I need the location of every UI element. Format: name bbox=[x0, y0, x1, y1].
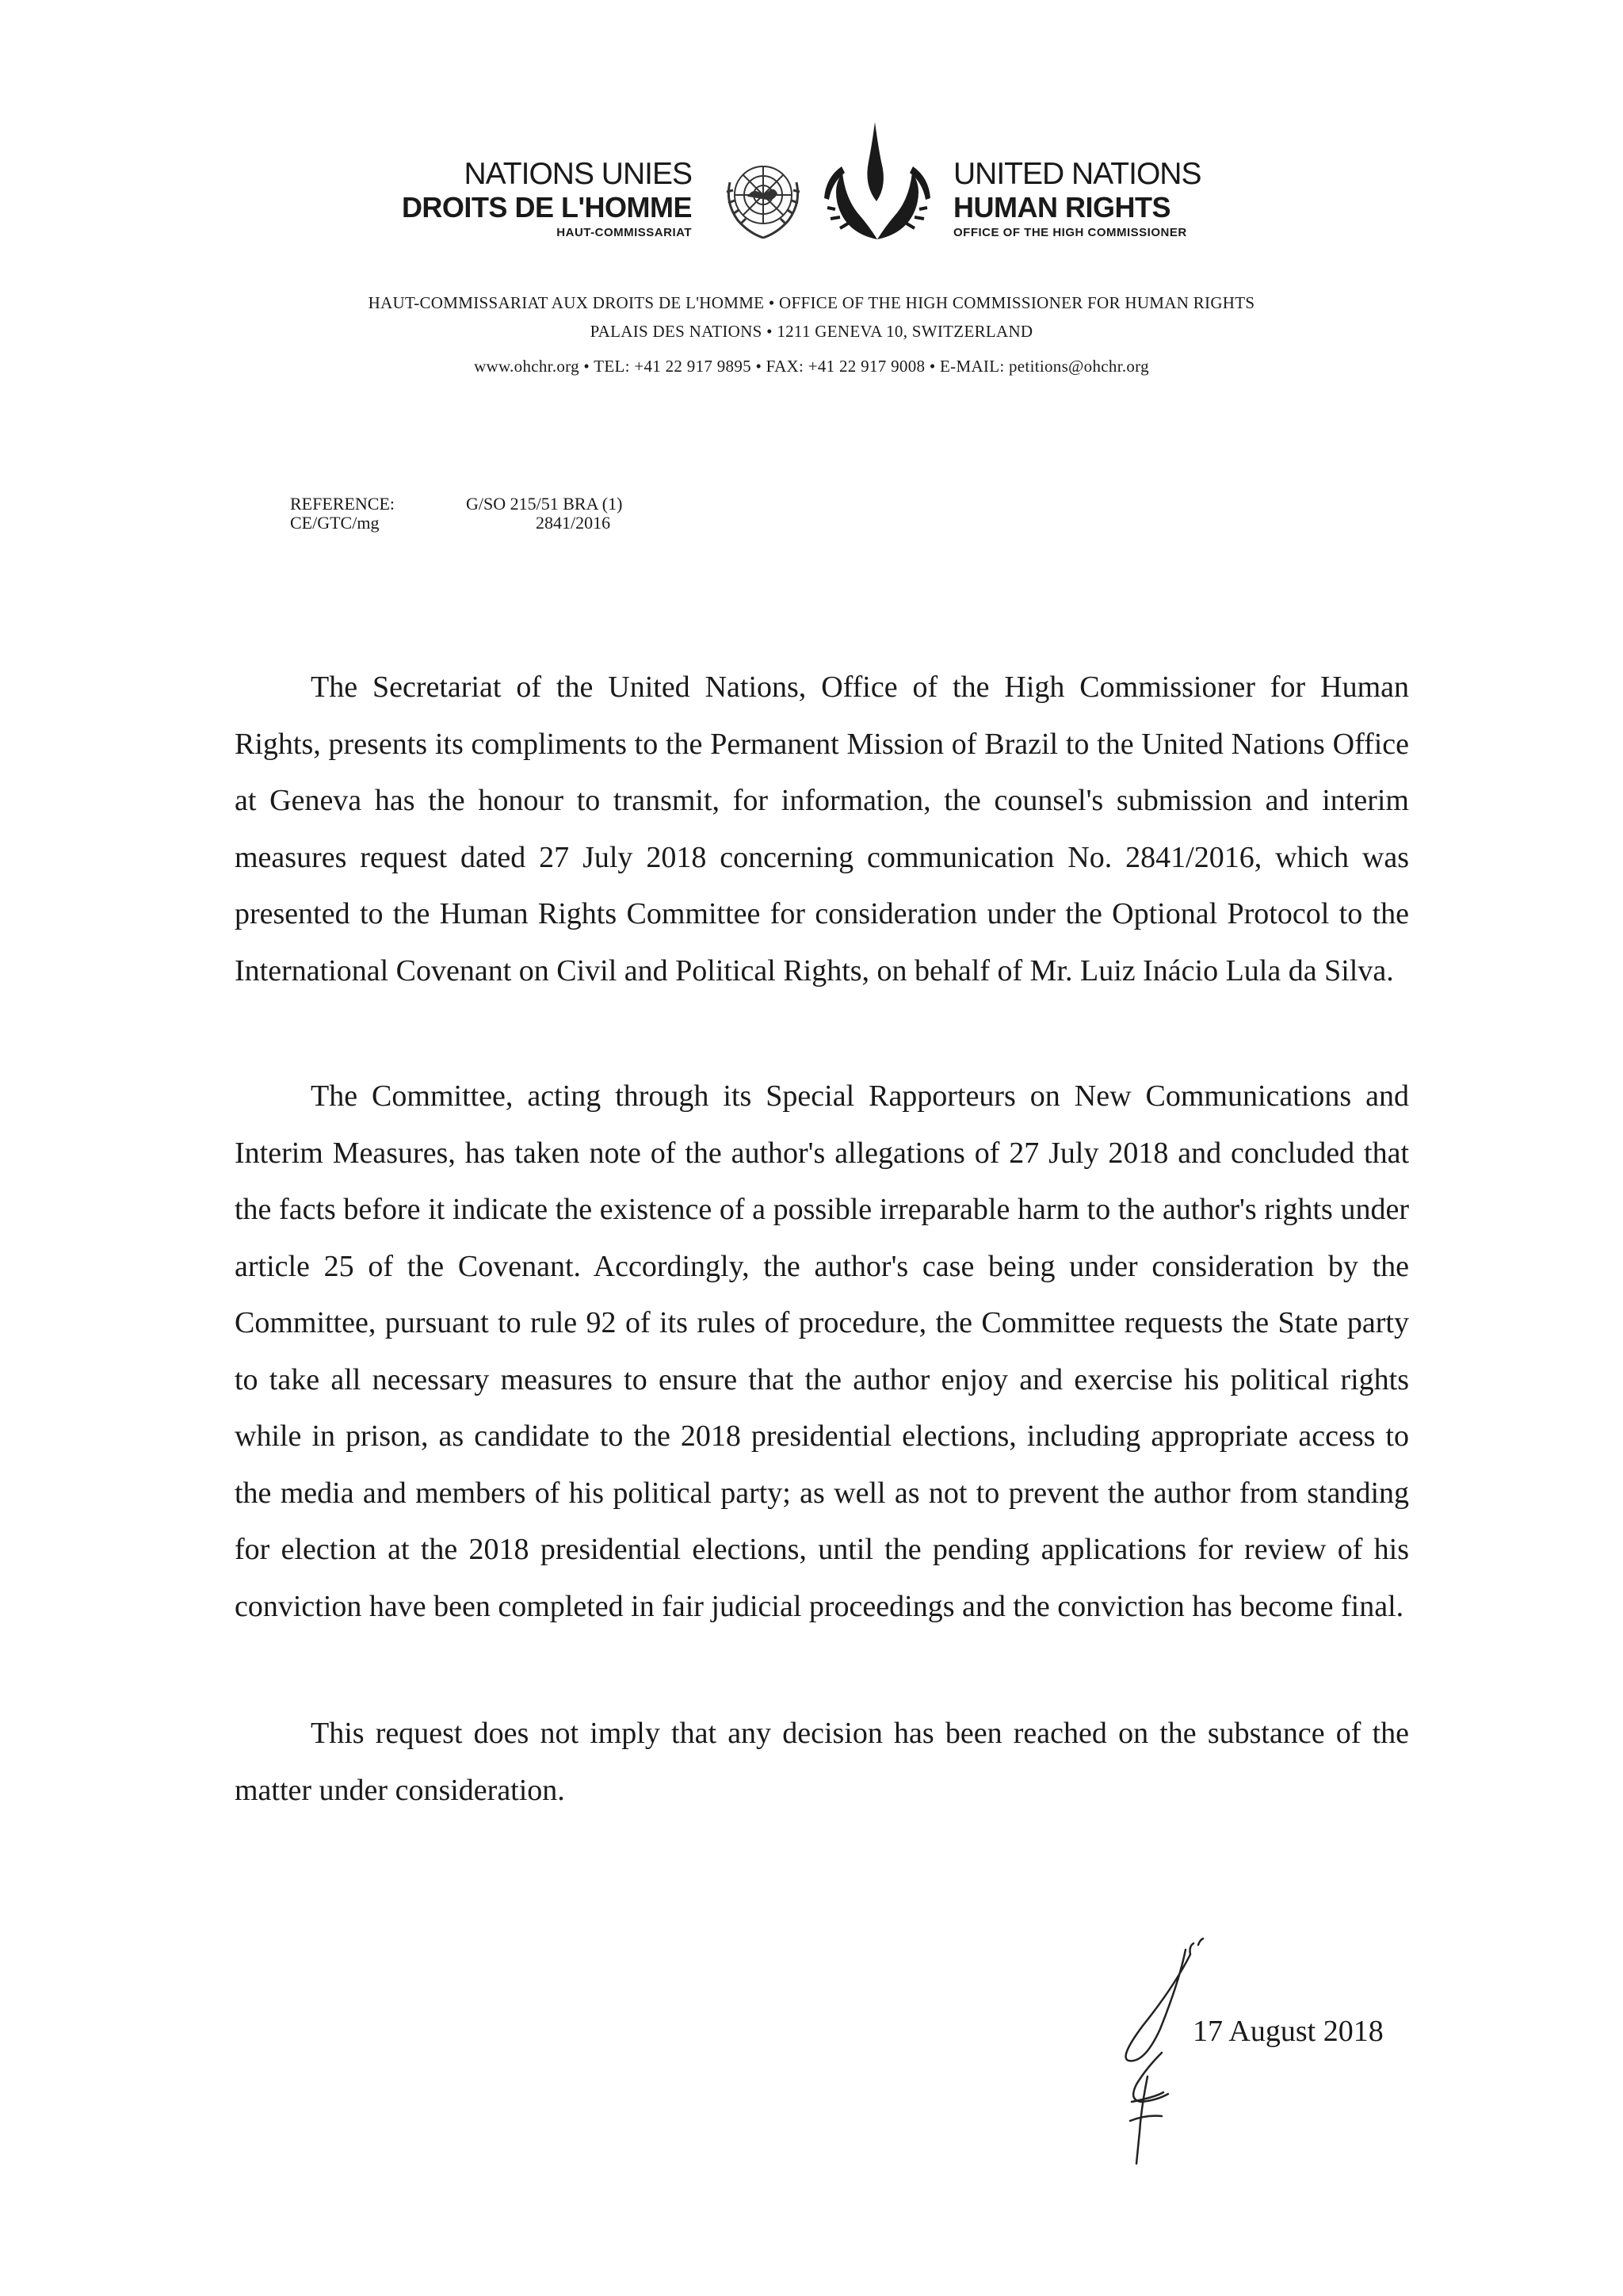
human-rights-emblem-icon bbox=[818, 120, 937, 247]
reference-label: REFERENCE: bbox=[290, 494, 395, 514]
letterhead-french-line2: DROITS DE L'HOMME bbox=[401, 191, 692, 223]
letterhead-english bbox=[953, 157, 1201, 243]
address-line3: www.ohchr.org • TEL: +41 22 917 9895 • FAX: +41 22 917 9008 • E-MAIL: petitions@ohchr.org bbox=[474, 357, 1149, 376]
signature-icon bbox=[1084, 1934, 1219, 2172]
reference-code: G/SO 215/51 BRA (1) bbox=[466, 494, 623, 514]
body-paragraph-1: The Secretariat of the United Nations, Office of the High Commissioner for Human Rights, presents its compliments to the Permanent Mission of Brazil to the United Nations Office at Geneva has the honour to transmit, for information, the counsel's submission and interim measures request dated 27 July 2018 concerning communication No. 2841/2016, which was presented to the Human Rights Committee for consideration under the Optional Protocol to the International Covenant on Civil and Political Rights, on behalf of Mr. Luiz Inácio Lula da Silva. bbox=[235, 670, 1409, 988]
letter-date: 17 August 2018 bbox=[1193, 2015, 1384, 2048]
address-line2: PALAIS DES NATIONS • 1211 GENEVA 10, SWITZERLAND bbox=[590, 322, 1033, 341]
letterhead-french-line1: NATIONS UNIES bbox=[464, 157, 692, 191]
reference-initials: CE/GTC/mg bbox=[290, 513, 380, 533]
letterhead-french bbox=[402, 157, 692, 243]
un-emblem-icon bbox=[716, 151, 811, 246]
letterhead-english-line3: OFFICE OF THE HIGH COMMISSIONER bbox=[953, 226, 1187, 239]
body-paragraph-2: The Committee, acting through its Special Rapporteurs on New Communications and Interim Measures, has taken note of the author's allegations of 27 July 2018 and concluded that the facts before it indicate the existence of a possible irreparable harm to the author's rights under article 25 of the Covenant. Accordingly, the author's case being under consideration by the Committee, pursuant to rule 92 of its rules of procedure, the Committee requests the State party to take all necessary measures to ensure that the author enjoy and exercise his political rights while in prison, as candidate to the 2018 presidential elections, including appropriate access to the media and members of his political party; as well as not to prevent the author from standing for election at the 2018 presidential elections, until the pending applications for review of his conviction have been completed in fair judicial proceedings and the conviction has become final. bbox=[235, 1079, 1409, 1623]
address-line1: HAUT-COMMISSARIAT AUX DROITS DE L'HOMME • OFFICE OF THE HIGH COMMISSIONER FOR HUMAN RIGHTS bbox=[368, 293, 1255, 312]
reference-communication-number: 2841/2016 bbox=[536, 513, 611, 533]
letterhead-english-line2: HUMAN RIGHTS bbox=[953, 191, 1170, 223]
letterhead-french-line3: HAUT-COMMISSARIAT bbox=[556, 226, 692, 239]
body-paragraph-3: This request does not imply that any decision has been reached on the substance of the matter under consideration. bbox=[235, 1717, 1409, 1807]
letterhead-english-line1: UNITED NATIONS bbox=[953, 157, 1201, 191]
